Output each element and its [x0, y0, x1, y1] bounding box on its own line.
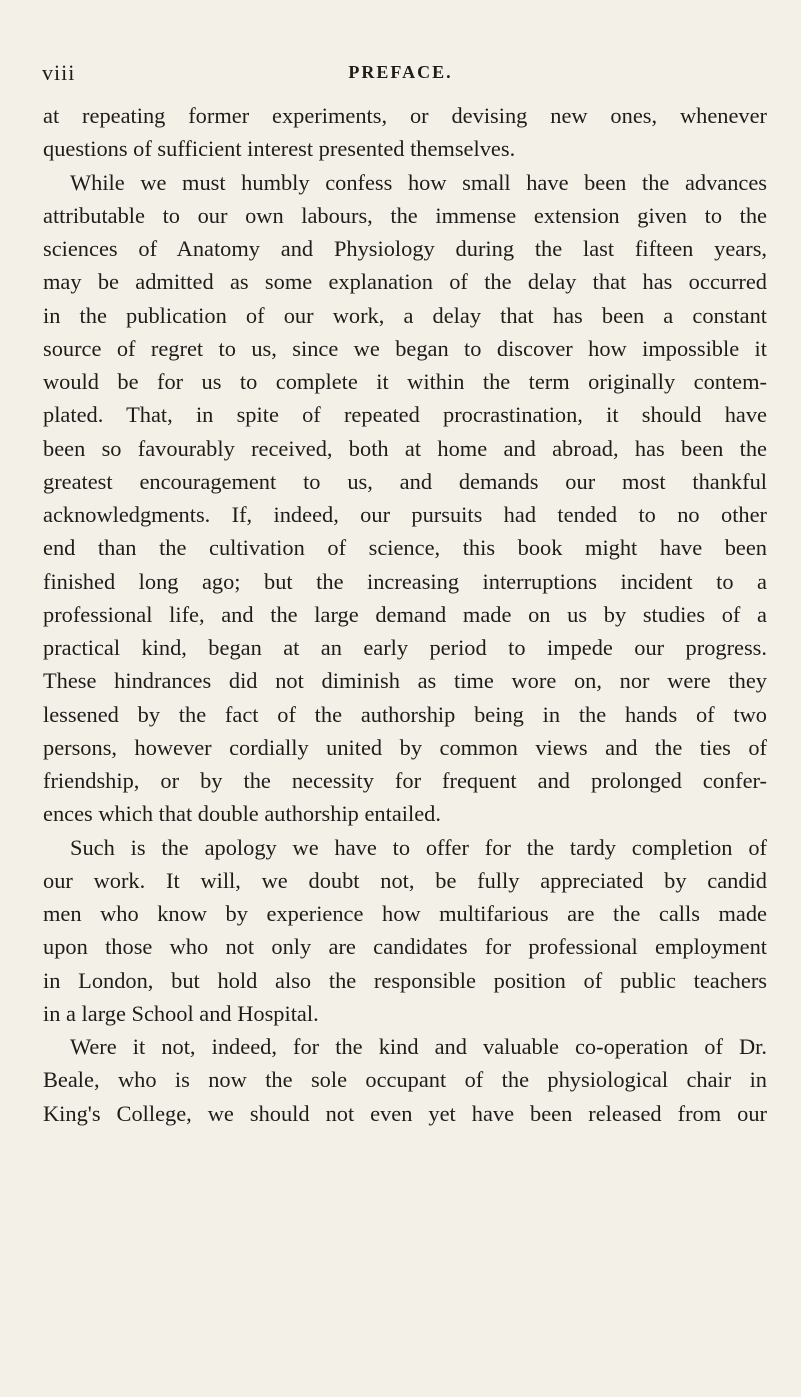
text-line: end than the cultivation of science, this book might have been	[43, 535, 767, 561]
text-line: persons, however cordially united by common views and the ties of	[43, 734, 767, 760]
text-line: acknowledgments. If, indeed, our pursuits had tended to no other	[43, 502, 767, 527]
text-line: in the publication of our work, a delay that has been a constant	[43, 302, 767, 328]
text-line: lessened by the fact of the authorship being in the hands of two	[43, 701, 767, 727]
text-line: plated. That, in spite of repeated procrastination, it should have	[43, 402, 767, 428]
text-line: upon those who not only are candidates for professional employment	[43, 934, 767, 960]
text-line: ences which that double authorship entailed.	[43, 801, 441, 827]
text-line: been so favourably received, both at home and abroad, has been the	[43, 435, 767, 461]
text-line: greatest encouragement to us, and demands our most thankful	[43, 468, 767, 494]
text-line: Were it not, indeed, for the kind and valuable co-operation of Dr.	[70, 1034, 767, 1059]
text-line: would be for us to complete it within the term originally contem-	[43, 369, 767, 394]
text-line: King's College, we should not even yet have been released from our	[43, 1100, 767, 1126]
text-line: may be admitted as some explanation of the delay that has occurred	[43, 269, 767, 295]
running-head	[42, 60, 759, 88]
text-line: our work. It will, we doubt not, be fully appreciated by candid	[43, 867, 767, 893]
text-line: professional life, and the large demand made on us by studies of a	[43, 601, 767, 627]
text-line: practical kind, began at an early period to impede our progress.	[43, 635, 767, 660]
body-text	[43, 99, 767, 1130]
text-line: questions of sufficient interest presented themselves.	[43, 136, 516, 162]
text-line: These hindrances did not diminish as time wore on, nor were they	[43, 668, 767, 694]
text-line: men who know by experience how multifarious are the calls made	[43, 901, 767, 926]
text-line: in a large School and Hospital.	[43, 1000, 319, 1026]
text-line: Beale, who is now the sole occupant of the physiological chair in	[43, 1067, 767, 1093]
text-line: at repeating former experiments, or devising new ones, whenever	[43, 103, 767, 128]
text-line: sciences of Anatomy and Physiology during the last fifteen years,	[43, 236, 767, 261]
text-line: in London, but hold also the responsible position of public teachers	[43, 967, 767, 993]
text-line: Such is the apology we have to offer for the tardy completion of	[70, 834, 767, 860]
page-number: viii	[42, 60, 76, 85]
text-line: finished long ago; but the increasing interruptions incident to a	[43, 568, 767, 594]
text-line: source of regret to us, since we began to discover how impossible it	[43, 335, 767, 361]
text-line: friendship, or by the necessity for frequent and prolonged confer-	[43, 768, 767, 793]
text-line: While we must humbly confess how small have been the advances	[70, 169, 767, 195]
text-line: attributable to our own labours, the immense extension given to the	[43, 202, 767, 228]
running-title: PREFACE.	[348, 62, 453, 82]
